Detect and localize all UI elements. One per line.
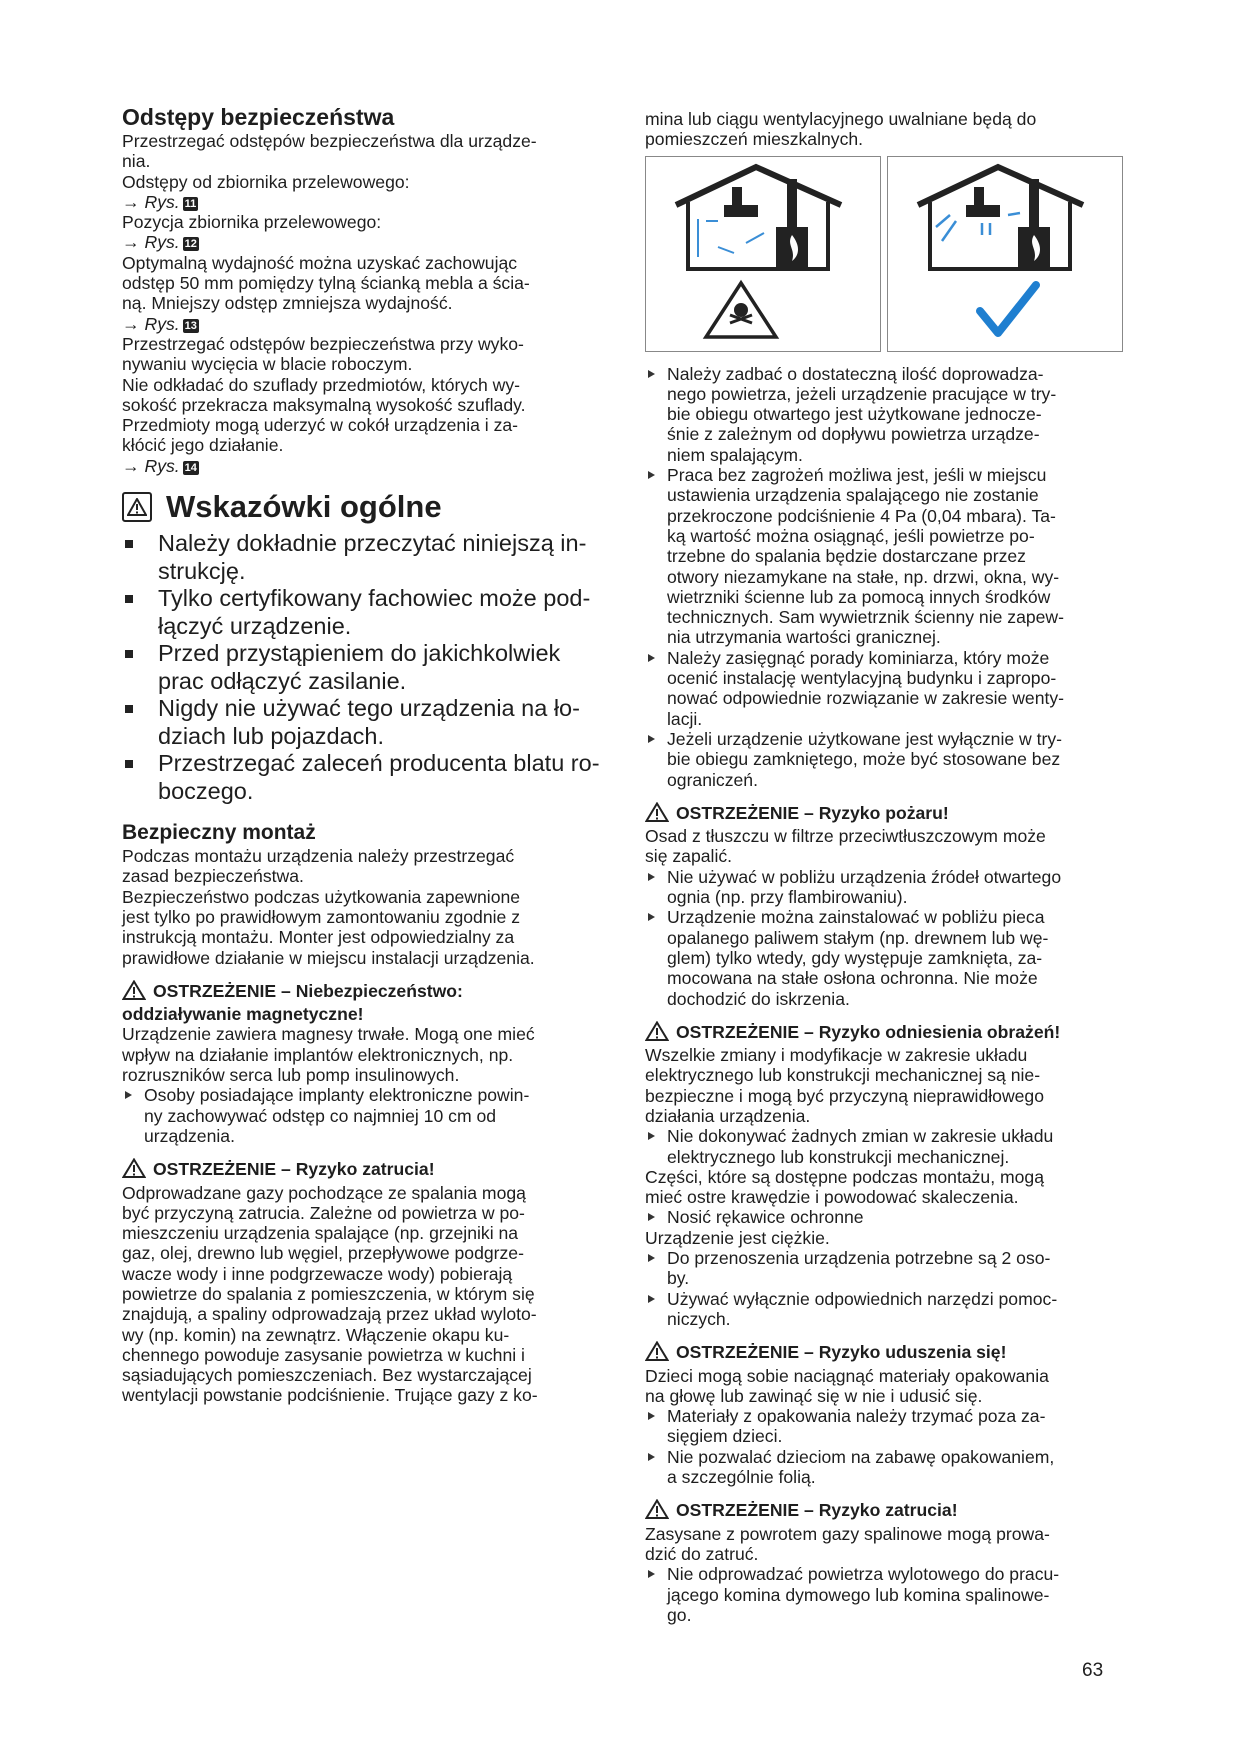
- list-item: [645, 465, 1125, 648]
- rys-label: Rys.: [144, 191, 180, 212]
- item-line: trzebne do spalania będzie dostarczane przez: [667, 546, 1026, 567]
- item-line: Przestrzegać zaleceń producenta blatu ro-: [158, 750, 600, 777]
- item-line: jącego komina dymowego lub komina spalinowe-: [667, 1584, 1050, 1605]
- text-line: być przyczyną zatrucia. Zależne od powietrza w po-: [122, 1202, 525, 1223]
- text-line: Dzieci mogą sobie naciągnąć materiały opakowania: [645, 1365, 1049, 1386]
- bullet-square-icon: [125, 760, 133, 768]
- text-line: wpływ na działanie implantów elektronicznych, np.: [122, 1044, 514, 1065]
- text-line: wentylacji powstanie podciśnienie. Trujące gazy z ko-: [122, 1385, 538, 1406]
- text-line: pomieszczeń mieszkalnych.: [645, 129, 864, 150]
- item-line: ocenić instalację wentylacyjną budynku i zapropo-: [667, 668, 1057, 689]
- figure-number-badge: 13: [184, 319, 197, 332]
- item-line: glem) tylko wtedy, gdy występuje zamknięta, za-: [667, 947, 1043, 968]
- text-line: Osad z tłuszczu w filtrze przeciwtłuszczowym może: [645, 826, 1046, 847]
- warning-bullets: [645, 1564, 1125, 1625]
- warning-triangle-icon: [645, 1499, 669, 1523]
- general-notes-heading: [122, 490, 614, 524]
- text-line: Odprowadzane gazy pochodzące ze spalania mogą: [122, 1182, 526, 1203]
- list-item: [645, 364, 1125, 465]
- warning-title: OSTRZEŻENIE – Ryzyko uduszenia się!: [676, 1342, 1007, 1363]
- list-item: [645, 1248, 1125, 1289]
- warning-bullets: [645, 1126, 1125, 1167]
- page-number: 63: [1082, 1660, 1104, 1681]
- item-line: prac odłączyć zasilanie.: [158, 667, 407, 694]
- item-line: nego powietrza, jeżeli urządzenie pracujące w try-: [667, 383, 1057, 404]
- text-line: gaz, olej, drewno lub węgiel, przepływowe podgrze-: [122, 1243, 524, 1264]
- list-item: [645, 1564, 1125, 1625]
- figure-number-badge: 11: [184, 197, 197, 210]
- text-line: sokość przekracza maksymalną wysokość szuflady.: [122, 394, 526, 415]
- text-line: chennego powoduje zasysanie powietrza w kuchni i: [122, 1344, 525, 1365]
- text-line: Części, które są dostępne podczas montażu, mogą: [645, 1166, 1045, 1187]
- item-line: ognia (np. przy flambirowaniu).: [667, 887, 908, 908]
- text-line: Urządzenie zawiera magnesy trwałe. Mogą one mieć: [122, 1024, 535, 1045]
- text-line: Podczas montażu urządzenia należy przestrzegać: [122, 846, 515, 867]
- figure-reference: [122, 456, 614, 476]
- rys-label: Rys.: [144, 455, 180, 476]
- arrow-icon: →: [122, 232, 140, 253]
- item-line: Praca bez zagrożeń możliwa jest, jeśli w miejscu: [667, 465, 1047, 486]
- item-line: go.: [667, 1604, 692, 1625]
- text-line: kłócić jego działanie.: [122, 435, 284, 456]
- text-line: nywaniu wycięcia w blacie roboczym.: [122, 354, 413, 375]
- figure-reference: [122, 192, 614, 212]
- text-line: bezpieczne i mogą być przyczyną nieprawidłowego: [645, 1085, 1045, 1106]
- item-line: śnie z zależnym od dopływu powietrza urządze-: [667, 424, 1040, 445]
- item-line: lacji.: [667, 708, 703, 729]
- item-line: Materiały z opakowania należy trzymać poza za-: [667, 1406, 1046, 1427]
- bullet-square-icon: [125, 650, 133, 658]
- item-line: łączyć urządzenie.: [158, 612, 352, 639]
- item-line: urządzenia.: [144, 1125, 235, 1146]
- arrow-icon: →: [122, 455, 140, 476]
- text-line: instrukcją montażu. Monter jest odpowiedzialny za: [122, 927, 515, 948]
- text-line: mieszczeniu urządzenia spalające (np. grzejniki na: [122, 1223, 519, 1244]
- text-line: Zasysane z powrotem gazy spalinowe mogą prowa-: [645, 1523, 1050, 1544]
- text-line: wacze wody i inne podgrzewacze wody) pobierają: [122, 1263, 513, 1284]
- text-line: działania urządzenia.: [645, 1105, 811, 1126]
- item-line: mocowana na stałe osłona ochronna. Nie może: [667, 968, 1038, 989]
- bullet-arrow-icon: [648, 1132, 655, 1140]
- text-line: ną. Mniejszy odstęp zmniejsza wydajność.: [122, 293, 453, 314]
- warning-title: OSTRZEŻENIE – Ryzyko odniesienia obrażeń!: [676, 1021, 1061, 1042]
- warning-triangle-icon: [122, 980, 146, 1004]
- warning-poisoning-heading: [122, 1158, 614, 1182]
- text-line: dzić do zatruć.: [645, 1543, 759, 1564]
- text-line: Przestrzegać odstępów bezpieczeństwa dla urządze-: [122, 131, 537, 151]
- section-title-safe-mounting: Bezpieczny montaż: [122, 821, 316, 845]
- item-line: Należy dokładnie przeczytać niniejszą in-: [158, 530, 587, 557]
- item-line: by.: [667, 1268, 690, 1289]
- house-diagram-safe: [888, 157, 1121, 350]
- warning-bullets: [645, 1248, 1125, 1329]
- list-item: [645, 1207, 1125, 1227]
- ventilation-figure: [645, 156, 1123, 352]
- arrow-icon: →: [122, 191, 140, 212]
- bullet-arrow-icon: [648, 1213, 655, 1221]
- bullet-arrow-icon: [648, 370, 655, 378]
- item-line: Nigdy nie używać tego urządzenia na ło-: [158, 695, 580, 722]
- text-line: odstęp 50 mm pomiędzy tylną ścianką mebla a ścia-: [122, 273, 530, 294]
- item-line: ograniczeń.: [667, 769, 758, 790]
- item-line: Nie używać w pobliżu urządzenia źródeł otwartego: [667, 866, 1062, 887]
- text-line: mieć ostre krawędzie i powodować skaleczenia.: [645, 1187, 1019, 1208]
- bullet-arrow-icon: [125, 1091, 132, 1099]
- text-line: elektrycznego lub konstrukcji mechanicznej są nie-: [645, 1065, 1041, 1086]
- item-line: sięgiem dzieci.: [667, 1426, 783, 1447]
- item-line: nia utrzymania wartości granicznej.: [667, 627, 941, 648]
- bullet-arrow-icon: [648, 913, 655, 921]
- warning-bullets: [645, 1406, 1125, 1487]
- warning-suffocation-heading: [645, 1341, 1125, 1365]
- warning-title: oddziaływanie magnetyczne!: [122, 1004, 364, 1025]
- text-line: Nie odkładać do szuflady przedmiotów, których wy-: [122, 374, 520, 395]
- warning-triangle-icon: [645, 1021, 669, 1045]
- text-line: Urządzenie jest ciężkie.: [645, 1227, 830, 1248]
- warning-bullets: [645, 867, 1125, 1009]
- text-line: Odstępy od zbiornika przelewowego:: [122, 171, 410, 192]
- item-line: niem spalającym.: [667, 444, 803, 465]
- text-line: Optymalną wydajność można uzyskać zachowując: [122, 252, 518, 273]
- item-line: dziach lub pojazdach.: [158, 722, 385, 749]
- warning-magnetic-heading: [122, 980, 614, 1025]
- list-item: [645, 1447, 1125, 1488]
- warning-bullets: [645, 1207, 1125, 1227]
- item-line: przekroczone podciśnienie 4 Pa (0,04 mbara). Ta-: [667, 505, 1056, 526]
- item-line: Tylko certyfikowany fachowiec może pod-: [158, 585, 591, 612]
- text-line: wy (np. komin) na zewnątrz. Włączenie okapu ku-: [122, 1324, 510, 1345]
- bullet-square-icon: [125, 595, 133, 603]
- bullet-arrow-icon: [648, 1412, 655, 1420]
- item-line: Osoby posiadające implanty elektroniczne powin-: [144, 1085, 530, 1106]
- section-title-safety-distances: Odstępy bezpieczeństwa: [122, 104, 395, 130]
- bullet-square-icon: [125, 705, 133, 713]
- figure-panel-safe: [887, 156, 1123, 352]
- figure-number-badge: 12: [184, 238, 197, 251]
- bullet-square-icon: [125, 540, 133, 548]
- warning-triangle-icon: [645, 1341, 669, 1365]
- item-line: Należy zadbać o dostateczną ilość doprowadza-: [667, 363, 1044, 384]
- item-line: ustawienia urządzenia spalającego nie zostanie: [667, 485, 1039, 506]
- item-line: Przed przystąpieniem do jakichkolwiek: [158, 640, 561, 667]
- text-line: na głowę lub zawinąć się w nie i udusić się.: [645, 1385, 983, 1406]
- list-item: [645, 1126, 1125, 1167]
- item-line: wietrzniki ścienne lub za pomocą innych środków: [667, 586, 1051, 607]
- list-item: [122, 695, 614, 750]
- item-line: Nie dokonywać żadnych zmian w zakresie układu: [667, 1126, 1054, 1147]
- item-line: niczych.: [667, 1308, 731, 1329]
- item-line: opalanego paliwem stałym (np. drewnem lub wę-: [667, 927, 1049, 948]
- text-line: prawidłowe działanie w miejscu instalacji urządzenia.: [122, 947, 535, 968]
- text-line: Przedmioty mogą uderzyć w cokół urządzenia i za-: [122, 415, 519, 436]
- item-line: bie obiegu otwartego jest użytkowane jednocze-: [667, 404, 1042, 425]
- warning-title: OSTRZEŻENIE – Ryzyko zatrucia!: [153, 1159, 435, 1180]
- text-line: zasad bezpieczeństwa.: [122, 866, 304, 887]
- item-line: boczego.: [158, 777, 254, 804]
- item-line: otwory niezamykane na stałe, np. drzwi, okna, wy-: [667, 566, 1060, 587]
- list-item: [645, 1289, 1125, 1330]
- arrow-icon: →: [122, 313, 140, 334]
- list-item: [645, 867, 1125, 908]
- text-line: nia.: [122, 151, 151, 172]
- warning-title: OSTRZEŻENIE – Ryzyko zatrucia!: [676, 1500, 958, 1521]
- bullet-arrow-icon: [648, 735, 655, 743]
- text-line: Przestrzegać odstępów bezpieczeństwa przy wyko-: [122, 333, 524, 354]
- warning-poisoning-heading-2: [645, 1499, 1125, 1523]
- item-line: Do przenoszenia urządzenia potrzebne są 2 oso-: [667, 1248, 1051, 1269]
- text-line: Wszelkie zmiany i modyfikacje w zakresie układu: [645, 1045, 1028, 1066]
- item-line: technicznych. Sam wywietrznik ścienny nie zapew-: [667, 607, 1064, 628]
- item-line: strukcję.: [158, 557, 246, 584]
- bullet-arrow-icon: [648, 873, 655, 881]
- item-line: Urządzenie można zainstalować w pobliżu pieca: [667, 907, 1045, 928]
- figure-panel-unsafe: [645, 156, 881, 352]
- item-line: Jeżeli urządzenie użytkowane jest wyłącznie w try-: [667, 728, 1063, 749]
- item-line: Nie pozwalać dzieciom na zabawę opakowaniem,: [667, 1446, 1055, 1467]
- figure-number-badge: 14: [184, 461, 197, 474]
- text-line: sąsiadujących pomieszczeniach. Bez wystarczającej: [122, 1365, 532, 1386]
- item-line: Nie odprowadzać powietrza wylotowego do pracu-: [667, 1564, 1060, 1585]
- general-notes-list: [122, 530, 614, 805]
- item-line: a szczególnie folią.: [667, 1467, 816, 1488]
- figure-reference: [122, 232, 614, 252]
- warning-triangle-icon: [645, 802, 669, 826]
- figure-reference: [122, 314, 614, 334]
- list-item: [122, 640, 614, 695]
- text-line: jest tylko po prawidłowym zamontowaniu zgodnie z: [122, 906, 521, 927]
- ventilation-bullets: [645, 364, 1125, 790]
- right-column: [645, 109, 1125, 1625]
- warning-bullets: [122, 1085, 614, 1146]
- general-notes-title: Wskazówki ogólne: [166, 489, 442, 525]
- item-line: Używać wyłącznie odpowiednich narzędzi pomoc-: [667, 1288, 1058, 1309]
- text-line: Bezpieczeństwo podczas użytkowania zapewnione: [122, 886, 521, 907]
- text-line: powietrze do spalania z pomieszczenia, w którym się: [122, 1283, 535, 1304]
- item-line: nować odpowiednie rozwiązanie w zakresie wenty-: [667, 688, 1065, 709]
- list-item: [645, 1406, 1125, 1447]
- bullet-arrow-icon: [648, 654, 655, 662]
- bullet-arrow-icon: [648, 1570, 655, 1578]
- list-item: [645, 907, 1125, 1008]
- list-item: [645, 729, 1125, 790]
- text-line: się zapalić.: [645, 846, 733, 867]
- warning-box-icon: [122, 492, 152, 522]
- text-line: Pozycja zbiornika przelewowego:: [122, 212, 382, 233]
- item-line: Należy zasięgnąć porady kominiarza, który może: [667, 647, 1050, 668]
- item-line: elektrycznego lub konstrukcji mechanicznej.: [667, 1146, 1010, 1167]
- item-line: bie obiegu zamkniętego, może być stosowane bez: [667, 749, 1061, 770]
- item-line: Nosić rękawice ochronne: [667, 1207, 864, 1228]
- item-line: dochodzić do iskrzenia.: [667, 988, 850, 1009]
- bullet-arrow-icon: [648, 1453, 655, 1461]
- bullet-arrow-icon: [648, 1254, 655, 1262]
- rys-label: Rys.: [144, 232, 180, 253]
- left-column: [122, 104, 614, 1406]
- bullet-arrow-icon: [648, 1295, 655, 1303]
- warning-title: OSTRZEŻENIE – Ryzyko pożaru!: [676, 802, 949, 823]
- list-item: [122, 750, 614, 805]
- text-line: znajdują, a spaliny odprowadzają przez układ wyloto-: [122, 1304, 537, 1325]
- warning-fire-heading: [645, 802, 1125, 826]
- house-diagram-unsafe: [646, 157, 879, 350]
- list-item: [645, 648, 1125, 729]
- list-item: [122, 530, 614, 585]
- list-item: [122, 585, 614, 640]
- rys-label: Rys.: [144, 313, 180, 334]
- item-line: ką wartość można osiągnąć, jeśli powietrze po-: [667, 525, 1035, 546]
- warning-title: OSTRZEŻENIE – Niebezpieczeństwo:: [153, 980, 463, 1001]
- text-line: rozruszników serca lub pomp insulinowych.: [122, 1065, 460, 1086]
- warning-injury-heading: [645, 1021, 1125, 1045]
- warning-triangle-icon: [122, 1158, 146, 1182]
- list-item: [122, 1085, 614, 1146]
- text-line: mina lub ciągu wentylacyjnego uwalniane będą do: [645, 109, 1037, 129]
- item-line: ny zachowywać odstęp co najmniej 10 cm od: [144, 1105, 497, 1126]
- bullet-arrow-icon: [648, 471, 655, 479]
